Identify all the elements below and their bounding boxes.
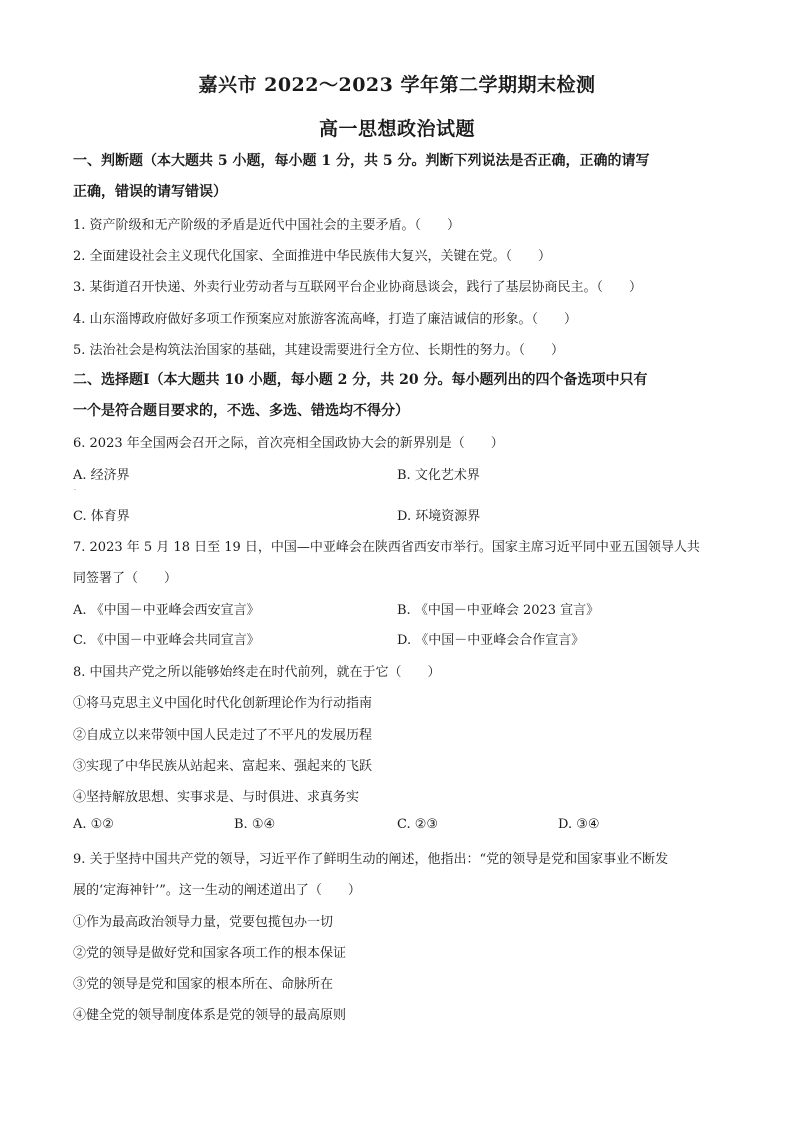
q8-option-c: C. ②③ [397, 817, 439, 832]
judge-item-1: 1. 资产阶级和无产阶级的矛盾是近代中国社会的主要矛盾。（ ） [73, 218, 461, 233]
q7-stem: 7. 2023 年 5 月 18 日至 19 日，中国—中亚峰会在陕西省西安市举行。国家主席习近平同中亚五国领导人共 [73, 540, 700, 555]
judge-item-5: 5. 法治社会是构筑法治国家的基础，其建设需要进行全方位、长期性的努力。（ ） [73, 343, 565, 358]
q6-option-d: D. 环境资源界 [397, 509, 481, 524]
q7-option-c: C. 《中国－中亚峰会共同宣言》 [73, 633, 260, 648]
exam-subtitle: 高一思想政治试题 [318, 118, 475, 140]
q7-option-a: A. 《中国－中亚峰会西安宣言》 [73, 603, 260, 618]
q6-option-c: C. 体育界 [73, 509, 130, 524]
section2-heading: 二、选择题Ⅰ（本大题共 10 小题，每小题 2 分，共 20 分。每小题列出的四个备选项中只有 [73, 372, 648, 388]
exam-title: 嘉兴市 2022～2023 学年第二学期期末检测 [198, 74, 596, 96]
q8-option-d: D. ③④ [558, 817, 600, 832]
judge-item-3: 3. 某街道召开快递、外卖行业劳动者与互联网平台企业协商恳谈会，践行了基层协商民主。（ ） [73, 280, 643, 295]
q9-stem: 9. 关于坚持中国共产党的领导，习近平作了鲜明生动的阐述，他指出：“党的领导是党和国家事业不断发 [73, 852, 669, 867]
q9-stem-cont: 展的‘定海神针’”。这一生动的阐述道出了（ ） [73, 883, 361, 898]
judge-item-4: 4. 山东淄博政府做好多项工作预案应对旅游客流高峰，打造了廉洁诚信的形象。（ ） [73, 312, 578, 327]
q8-statement-1: ①将马克思主义中国化时代化创新理论作为行动指南 [73, 696, 373, 711]
section1-heading-cont: 正确，错误的请写错误） [73, 184, 227, 200]
q7-option-d: D. 《中国－中亚峰会合作宣言》 [397, 633, 585, 648]
q7-stem-cont: 同签署了（ ） [73, 571, 178, 586]
q6-option-a: A. 经济界 [73, 468, 130, 483]
q8-stem: 8. 中国共产党之所以能够始终走在时代前列，就在于它（ ） [73, 665, 441, 680]
q8-option-a: A. ①② [73, 817, 114, 832]
q8-statement-4: ④坚持解放思想、实事求是、与时俱进、求真务实 [73, 790, 360, 805]
q9-statement-1: ①作为最高政治领导力量，党要包揽包办一切 [73, 915, 334, 930]
judge-item-2: 2. 全面建设社会主义现代化国家、全面推进中华民族伟大复兴，关键在党。（ ） [73, 249, 552, 264]
q7-option-b: B. 《中国－中亚峰会 2023 宣言》 [397, 603, 600, 618]
q8-statement-2: ②自成立以来带领中国人民走过了不平凡的发展历程 [73, 728, 373, 743]
q6-option-b: B. 文化艺术界 [397, 468, 480, 483]
q9-statement-3: ③党的领导是党和国家的根本所在、命脉所在 [73, 977, 334, 992]
section2-heading-cont: 一个是符合题目要求的，不选、多选、错选均不得分） [73, 403, 409, 419]
q8-statement-3: ③实现了中华民族从站起来、富起来、强起来的飞跃 [73, 759, 373, 774]
q8-option-b: B. ①④ [234, 817, 276, 832]
section1-heading: 一、判断题（本大题共 5 小题，每小题 1 分，共 5 分。判断下列说法是否正确，正确的请写 [73, 153, 650, 169]
q9-statement-2: ②党的领导是做好党和国家各项工作的根本保证 [73, 946, 347, 961]
stray-dot: · [74, 487, 76, 494]
q6-stem: 6. 2023 年全国两会召开之际，首次亮相全国政协大会的新界别是（ ） [73, 436, 504, 451]
q9-statement-4: ④健全党的领导制度体系是党的领导的最高原则 [73, 1008, 347, 1023]
